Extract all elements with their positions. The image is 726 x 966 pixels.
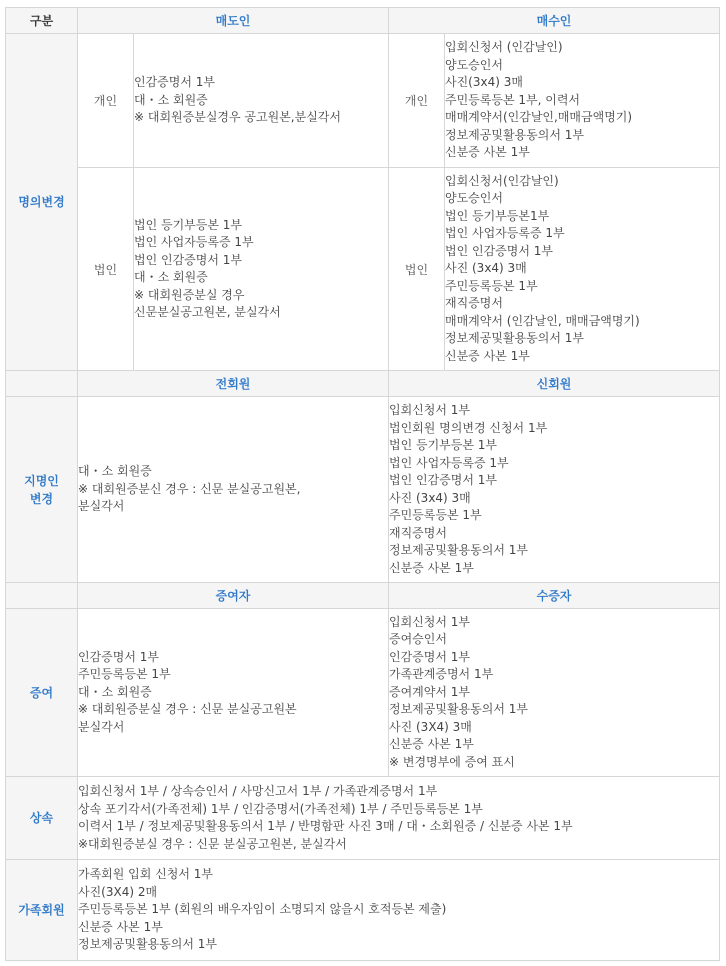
- gift-header-row: [6, 583, 720, 609]
- doc-item: 정보제공및활용동의서 1부: [445, 331, 584, 346]
- gift-body-row: [6, 609, 720, 777]
- doc-item: 법인 인감증명서 1부: [445, 243, 554, 258]
- doc-item: 분실각서: [78, 719, 125, 734]
- nominee-header-row: [6, 371, 720, 397]
- doc-item: ※ 변경명부에 증여 표시: [389, 754, 515, 769]
- family-docs: [78, 860, 720, 961]
- doc-item: 주민등록등본 1부 (회원의 배우자임이 소명되지 않을시 호적등본 제출): [78, 902, 447, 917]
- buyer-individual-label: 개인: [389, 34, 445, 168]
- doc-item: 입회신청서 1부: [389, 614, 471, 629]
- doc-item: 정보제공및활용동의서 1부: [389, 702, 528, 717]
- doc-item: 재직증명서: [445, 296, 503, 311]
- nominee-category-line2: 변경: [29, 491, 54, 506]
- doc-item: 가족회원 입회 신청서 1부: [78, 867, 213, 882]
- family-category: 가족회원: [6, 860, 78, 961]
- doc-item: 법인회원 명의변경 신청서 1부: [389, 420, 548, 435]
- donor-docs: [78, 609, 389, 777]
- doc-item: 매매계약서 (인감날인, 매매금액명기): [445, 313, 640, 328]
- seller-corporate-docs: [134, 168, 389, 371]
- doc-item: ※ 대회원증분신 경우 : 신문 분실공고원본,: [78, 481, 301, 496]
- doc-item: 양도승인서: [445, 57, 503, 72]
- doc-item: 매매계약서(인감날인,매매금액명기): [445, 110, 633, 125]
- doc-item: 주민등록등본 1부: [389, 508, 482, 522]
- doc-item: 증여계약서 1부: [389, 684, 471, 699]
- doc-item: 이력서 1부 / 정보제공및활용동의서 1부 / 반명함판 사진 3매 / 대・소회원증 / 신분증 사본 1부: [78, 819, 573, 833]
- doc-item: 정보제공및활용동의서 1부: [78, 937, 217, 952]
- nominee-body-row: [6, 397, 720, 583]
- doc-item: 사진 (3x4) 3매: [389, 490, 471, 505]
- doc-item: ※ 대회원증분실경우 공고원본,분실각서: [134, 110, 341, 125]
- doc-item: 신분증 사본 1부: [389, 560, 474, 575]
- recipient-header: 수증자: [389, 583, 720, 609]
- doc-item: 신분증 사본 1부: [389, 737, 474, 752]
- header-seller: 매도인: [78, 8, 389, 34]
- buyer-corporate-label: 법인: [389, 168, 445, 371]
- doc-item: 법인 등기부등본 1부: [134, 217, 243, 232]
- doc-item: 대・소 회원증: [134, 270, 208, 284]
- doc-item: 법인 사업자등록증 1부: [134, 235, 254, 249]
- doc-item: 주민등록등본 1부: [78, 667, 171, 682]
- doc-item: 법인 인감증명서 1부: [389, 473, 498, 487]
- doc-item: 대・소 회원증: [78, 464, 152, 479]
- doc-item: 양도승인서: [445, 191, 503, 206]
- doc-item: 정보제공및활용동의서 1부: [445, 127, 584, 142]
- doc-item: 가족관계증명서 1부: [389, 667, 494, 682]
- former-member-header: 전회원: [78, 371, 389, 397]
- seller-individual-docs: [134, 34, 389, 168]
- doc-item: 법인 등기부등본 1부: [389, 438, 498, 452]
- inheritance-category: 상속: [6, 777, 78, 860]
- doc-item: 입회신청서 1부: [389, 403, 471, 417]
- doc-item: 정보제공및활용동의서 1부: [389, 543, 528, 557]
- doc-item: ※ 대회원증분실 경우: [134, 287, 245, 302]
- requirements-table: [5, 7, 720, 961]
- doc-item: 대・소 회원증: [78, 684, 152, 699]
- buyer-corporate-docs: [445, 168, 720, 371]
- inheritance-row: [6, 777, 720, 860]
- gift-header-blank: [6, 583, 78, 609]
- doc-item: 재직증명서: [389, 525, 447, 540]
- requirements-table-wrapper: [5, 7, 719, 961]
- header-row: [6, 8, 720, 34]
- nominee-change-category: [6, 397, 78, 583]
- header-category: 구분: [6, 8, 78, 34]
- doc-item: 법인 사업자등록증 1부: [389, 455, 509, 470]
- doc-item: 입회신청서(인감날인): [445, 173, 559, 188]
- doc-item: 신분증 사본 1부: [445, 145, 530, 160]
- recipient-docs: [389, 609, 720, 777]
- doc-item: 법인 등기부등본1부: [445, 208, 550, 223]
- header-buyer: 매수인: [389, 8, 720, 34]
- gift-category: 증여: [6, 609, 78, 777]
- doc-item: 인감증명서 1부: [389, 649, 471, 664]
- doc-item: 사진 (3x4) 3매: [445, 261, 527, 276]
- doc-item: 사진 (3X4) 3매: [389, 719, 472, 734]
- doc-item: 입회신청서 (인감날인): [445, 40, 563, 55]
- doc-item: ※ 대회원증분실 경우 : 신문 분실공고원본: [78, 702, 297, 717]
- doc-item: 주민등록등본 1부: [445, 278, 538, 293]
- name-change-individual-row: [6, 34, 720, 168]
- donor-header: 증여자: [78, 583, 389, 609]
- doc-item: 인감증명서 1부: [134, 75, 216, 90]
- inheritance-docs: [78, 777, 720, 860]
- doc-item: 분실각서: [78, 499, 125, 514]
- doc-item: 상속 포기각서(가족전체) 1부 / 인감증명서(가족전체) 1부 / 주민등록등본 1부: [78, 801, 483, 816]
- family-row: [6, 860, 720, 961]
- doc-item: 법인 인감증명서 1부: [134, 252, 243, 267]
- doc-item: 입회신청서 1부 / 상속승인서 / 사망신고서 1부 / 가족관계증명서 1부: [78, 784, 438, 798]
- nominee-category-line1: 지명인: [24, 473, 59, 488]
- doc-item: 신분증 사본 1부: [78, 919, 163, 934]
- former-member-docs: [78, 397, 389, 583]
- doc-item: 대・소 회원증: [134, 92, 208, 107]
- doc-item: 신분증 사본 1부: [445, 348, 530, 363]
- doc-item: 인감증명서 1부: [78, 649, 160, 664]
- new-member-docs: [389, 397, 720, 583]
- seller-individual-label: 개인: [78, 34, 134, 168]
- doc-item: 사진(3x4) 3매: [445, 75, 523, 90]
- doc-item: 사진(3X4) 2매: [78, 884, 158, 899]
- doc-item: 증여승인서: [389, 632, 447, 647]
- seller-corporate-label: 법인: [78, 168, 134, 371]
- doc-item: 신문분실공고원본, 분실각서: [134, 305, 281, 319]
- doc-item: ※대회원증분실 경우 : 신문 분실공고원본, 분실각서: [78, 836, 347, 851]
- nominee-header-blank: [6, 371, 78, 397]
- name-change-category: 명의변경: [6, 34, 78, 371]
- doc-item: 법인 사업자등록증 1부: [445, 226, 565, 241]
- buyer-individual-docs: [445, 34, 720, 168]
- name-change-corporate-row: [6, 168, 720, 371]
- doc-item: 주민등록등본 1부, 이력서: [445, 92, 580, 107]
- new-member-header: 신회원: [389, 371, 720, 397]
